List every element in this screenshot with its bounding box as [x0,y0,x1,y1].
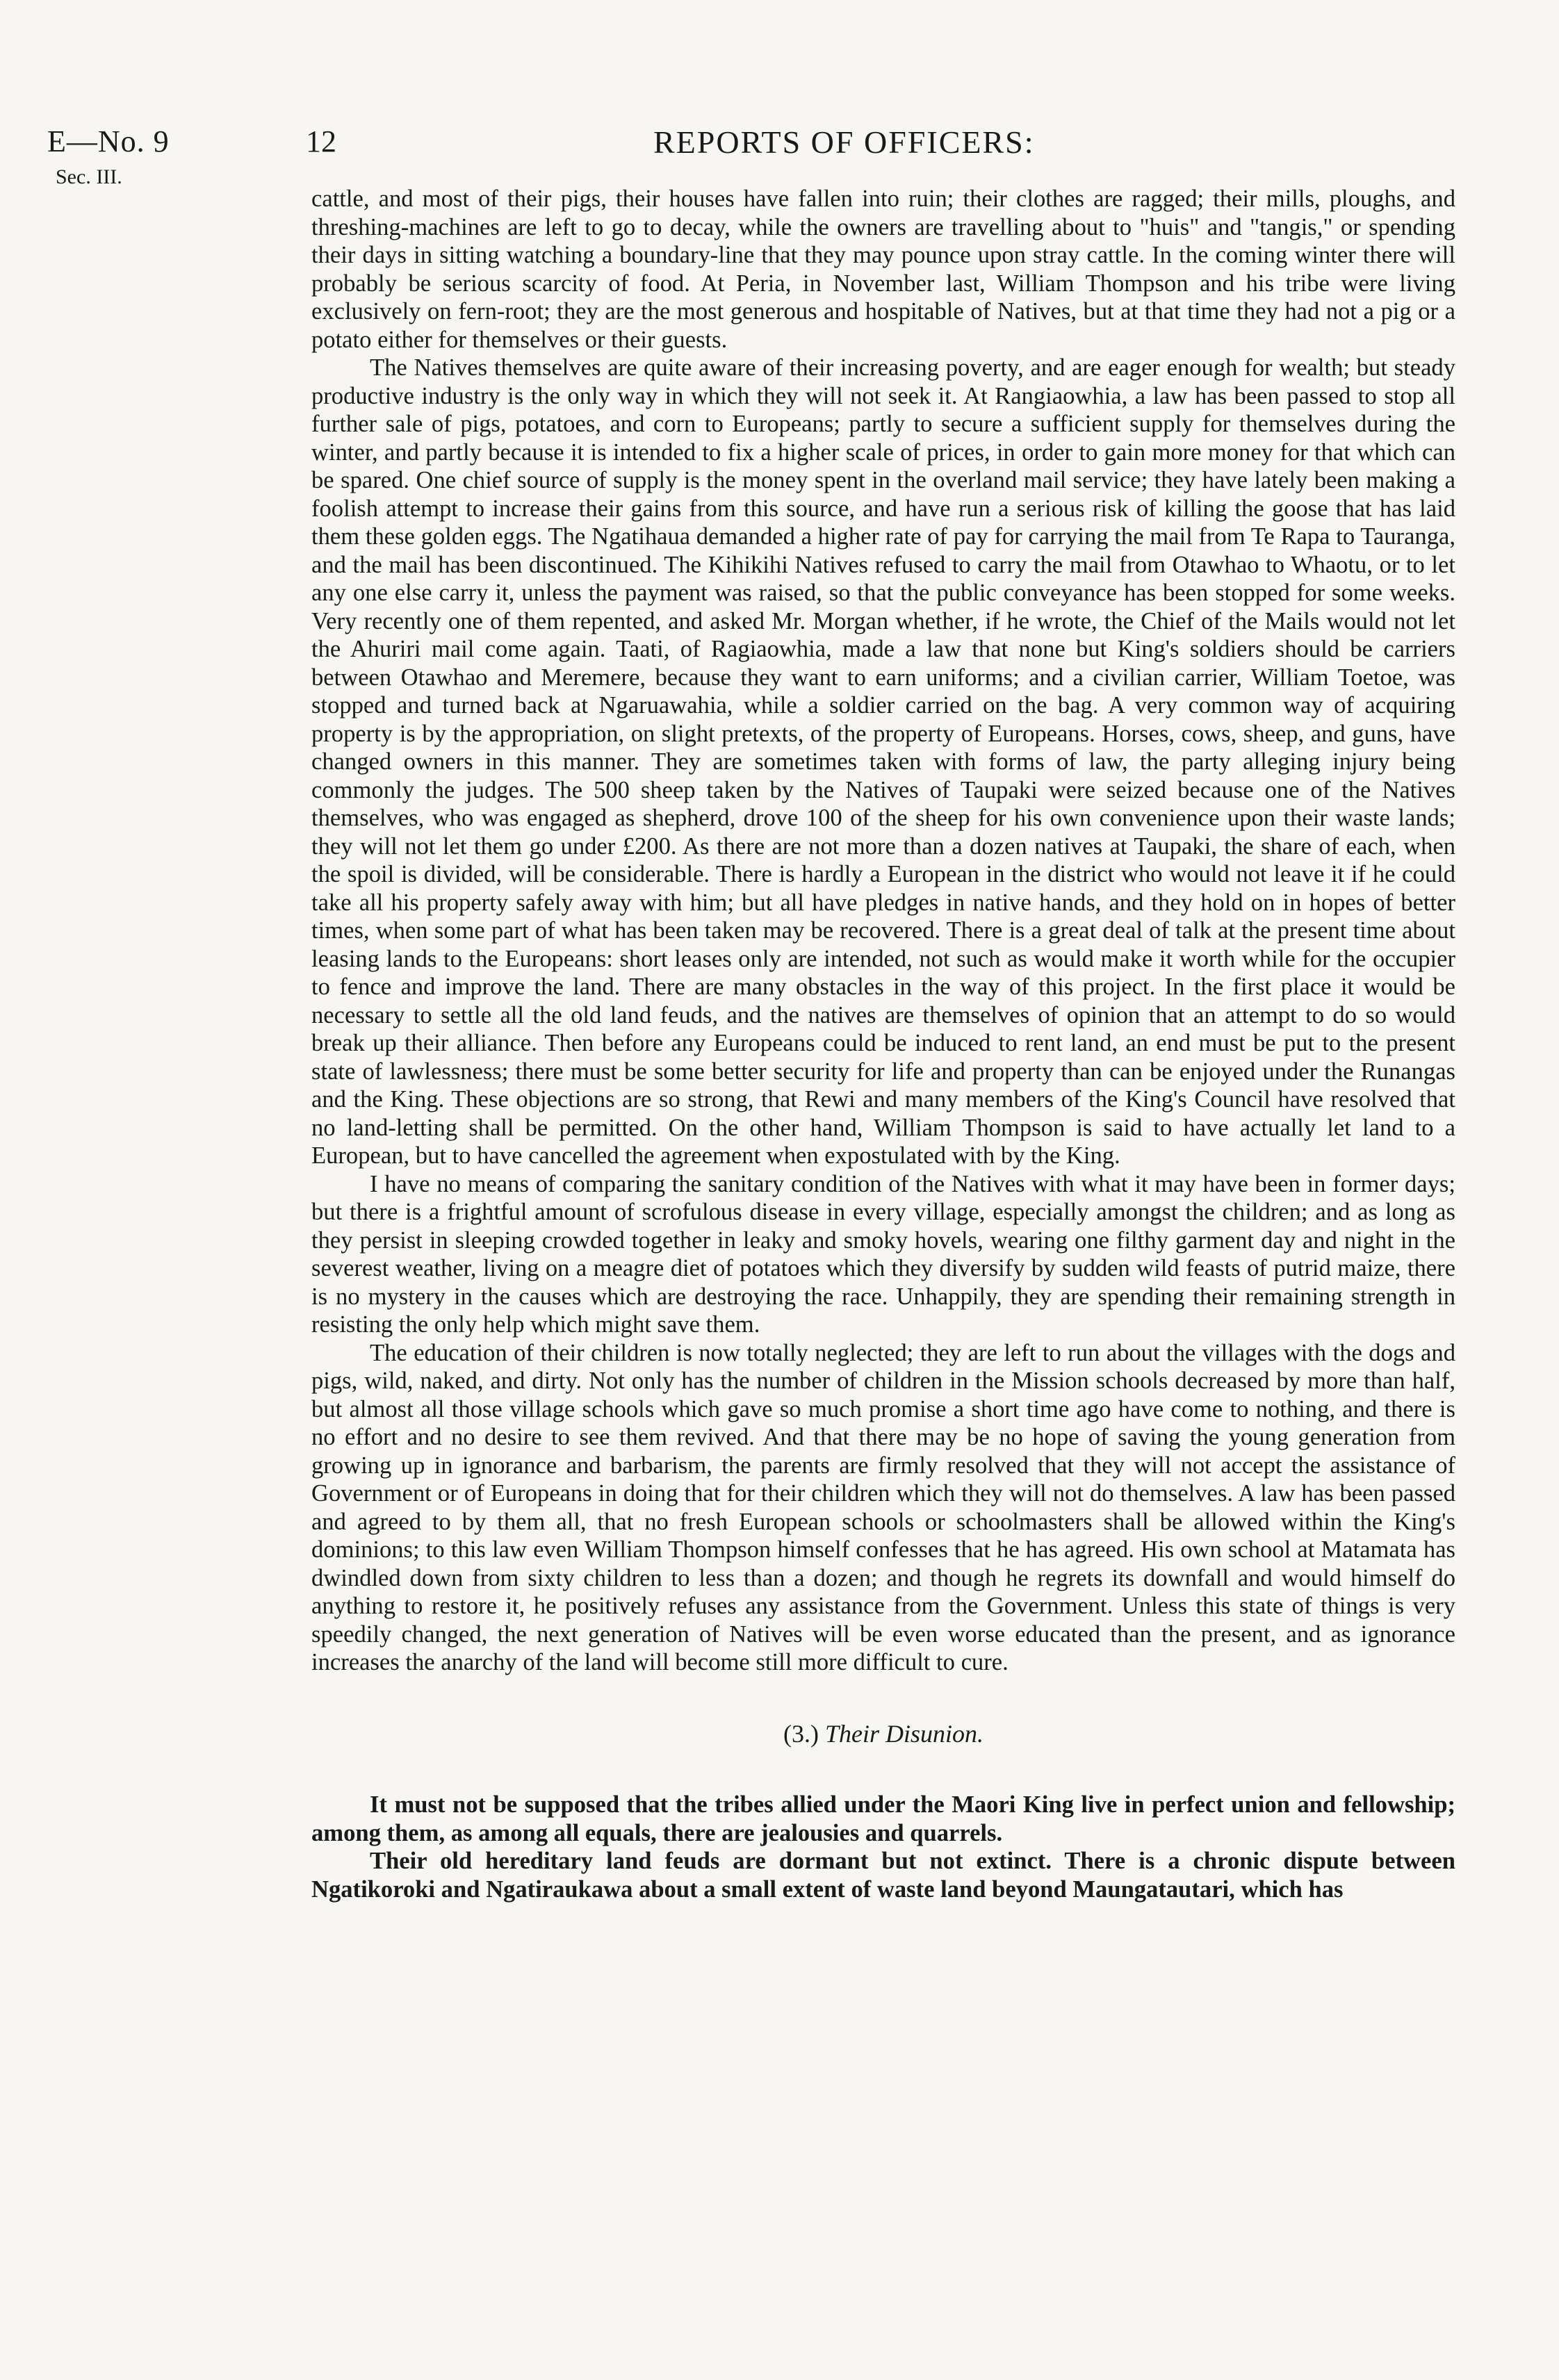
section-number: (3.) [783,1719,819,1748]
paragraph: I have no means of comparing the sanitary condition of the Natives with what it may have been in former days; but there is a frightful amount of scrofulous disease in every village, especially amongst the children; and as long as they persist in sleeping crowded together in leaky and smoky hovels, wearing one filthy garment day and night in the severest weather, living on a meagre diet of potatoes which they diversify by sudden wild feasts of putrid maize, there is no mystery in the causes which are destroying the race. Unhappily, they are spending their remaining strength in resisting the only help which might save them. [311,1170,1455,1338]
report-reference: E—No. 9 [47,124,170,158]
paragraph: It must not be supposed that the tribes allied under the Maori King live in perfect union and fellowship; among them, as among all equals, there are jealousies and quarrels. [311,1791,1455,1846]
page-title: REPORTS OF OFFICERS: [653,124,1035,160]
paragraph: Their old hereditary land feuds are dormant but not extinct. There is a chronic dispute between Ngatikoroki and Ngatiraukawa about a small extent of waste land beyond Maungatautari, which has [311,1848,1455,1903]
section-reference: Sec. III. [56,165,122,188]
section-heading [311,1720,1455,1748]
body-text [311,185,1455,1903]
page-number: 12 [306,124,336,158]
paragraph: cattle, and most of their pigs, their houses have fallen into ruin; their clothes are ragged; their mills, ploughs, and threshing-machines are left to go to decay, while the owners are travelling about to "huis" and "tangis," or spending their days in sitting watching a boundary-line that they may pounce upon stray cattle. In the coming winter there will probably be serious scarcity of food. At Peria, in November last, William Thompson and his tribe were living exclusively on fern-root; they are the most generous and hospitable of Natives, but at that time they had not a pig or a potato either for themselves or their guests. [311,186,1455,353]
paragraph: The Natives themselves are quite aware of their increasing poverty, and are eager enough for wealth; but steady productive industry is the only way in which they will not seek it. At Rangiaowhia, a law has been passed to stop all further sale of pigs, potatoes, and corn to Europeans; partly to secure a sufficient supply for themselves during the winter, and partly because it is intended to fix a higher scale of prices, in order to gain more money for that which can be spared. One chief source of supply is the money spent in the overland mail service; they have lately been making a foolish attempt to increase their gains from this source, and have run a serious risk of killing the goose that has laid them these golden eggs. The Ngatihaua demanded a higher rate of pay for carrying the mail from Te Rapa to Tauranga, and the mail has been discontinued. The Kihikihi Natives refused to carry the mail from Otawhao to Whaotu, or to let any one else carry it, unless the payment was raised, so that the public conveyance has been stopped for some weeks. Very recently one of them repented, and asked Mr. Morgan whether, if he wrote, the Chief of the Mails would not let the Ahuriri mail come again. Taati, of Ragiaowhia, made a law that none but King's soldiers should be carriers between Otawhao and Meremere, because they want to earn uniforms; and a civilian carrier, William Toetoe, was stopped and turned back at Ngaruawahia, while a soldier carried on the bag. A very common way of acquiring property is by the appropriation, on slight pretexts, of the property of Europeans. Horses, cows, sheep, and guns, have changed owners in this manner. They are sometimes taken with forms of law, the party alleging injury being commonly the judges. The 500 sheep taken by the Natives of Taupaki were seized because one of the Natives themselves, who was engaged as shepherd, drove 100 of the sheep for his own convenience upon their waste lands; they will not let them go under £200. As there are not more than a dozen natives at Taupaki, the share of each, when the spoil is divided, will be considerable. There is hardly a European in the district who would not leave it if he could take all his property safely away with him; but all have pledges in native hands, and they hold on in hopes of better times, when some part of what has been taken may be recovered. There is a great deal of talk at the present time about leasing lands to the Europeans: short leases only are intended, not such as would make it worth while for the occupier to fence and improve the land. There are many obstacles in the way of this project. In the first place it would be necessary to settle all the old land feuds, and the natives are themselves of opinion that an attempt to do so would break up their alliance. Then before any Europeans could be induced to rent land, an end must be put to the present state of lawlessness; there must be some better security for life and property than can be enjoyed under the Runangas and the King. These objections are so strong, that Rewi and many members of the King's Council have resolved that no land-letting shall be permitted. On the other hand, William Thompson is said to have actually let land to a European, but to have cancelled the agreement when expostulated with by the King. [311,354,1455,1169]
paragraph: The education of their children is now totally neglected; they are left to run about the villages with the dogs and pigs, wild, naked, and dirty. Not only has the number of children in the Mission schools decreased by more than half, but almost all those village schools which gave so much promise a short time ago have come to nothing, and there is no effort and no desire to see them revived. And that there may be no hope of saving the young generation from growing up in ignorance and barbarism, the parents are firmly resolved that they will not accept the assistance of Government or of Europeans in doing that for their children which they will not do themselves. A law has been passed and agreed to by them all, that no fresh European schools or schoolmasters shall be allowed within the King's dominions; to this law even William Thompson himself confesses that he has agreed. His own school at Matamata has dwindled down from sixty children to less than a dozen; and though he regrets its downfall and would himself do anything to restore it, he positively refuses any assistance from the Government. Unless this state of things is very speedily changed, the next generation of Natives will be even worse educated than the present, and as ignorance increases the anarchy of the land will become still more difficult to cure. [311,1339,1455,1675]
section-title: Their Disunion. [824,1719,983,1748]
